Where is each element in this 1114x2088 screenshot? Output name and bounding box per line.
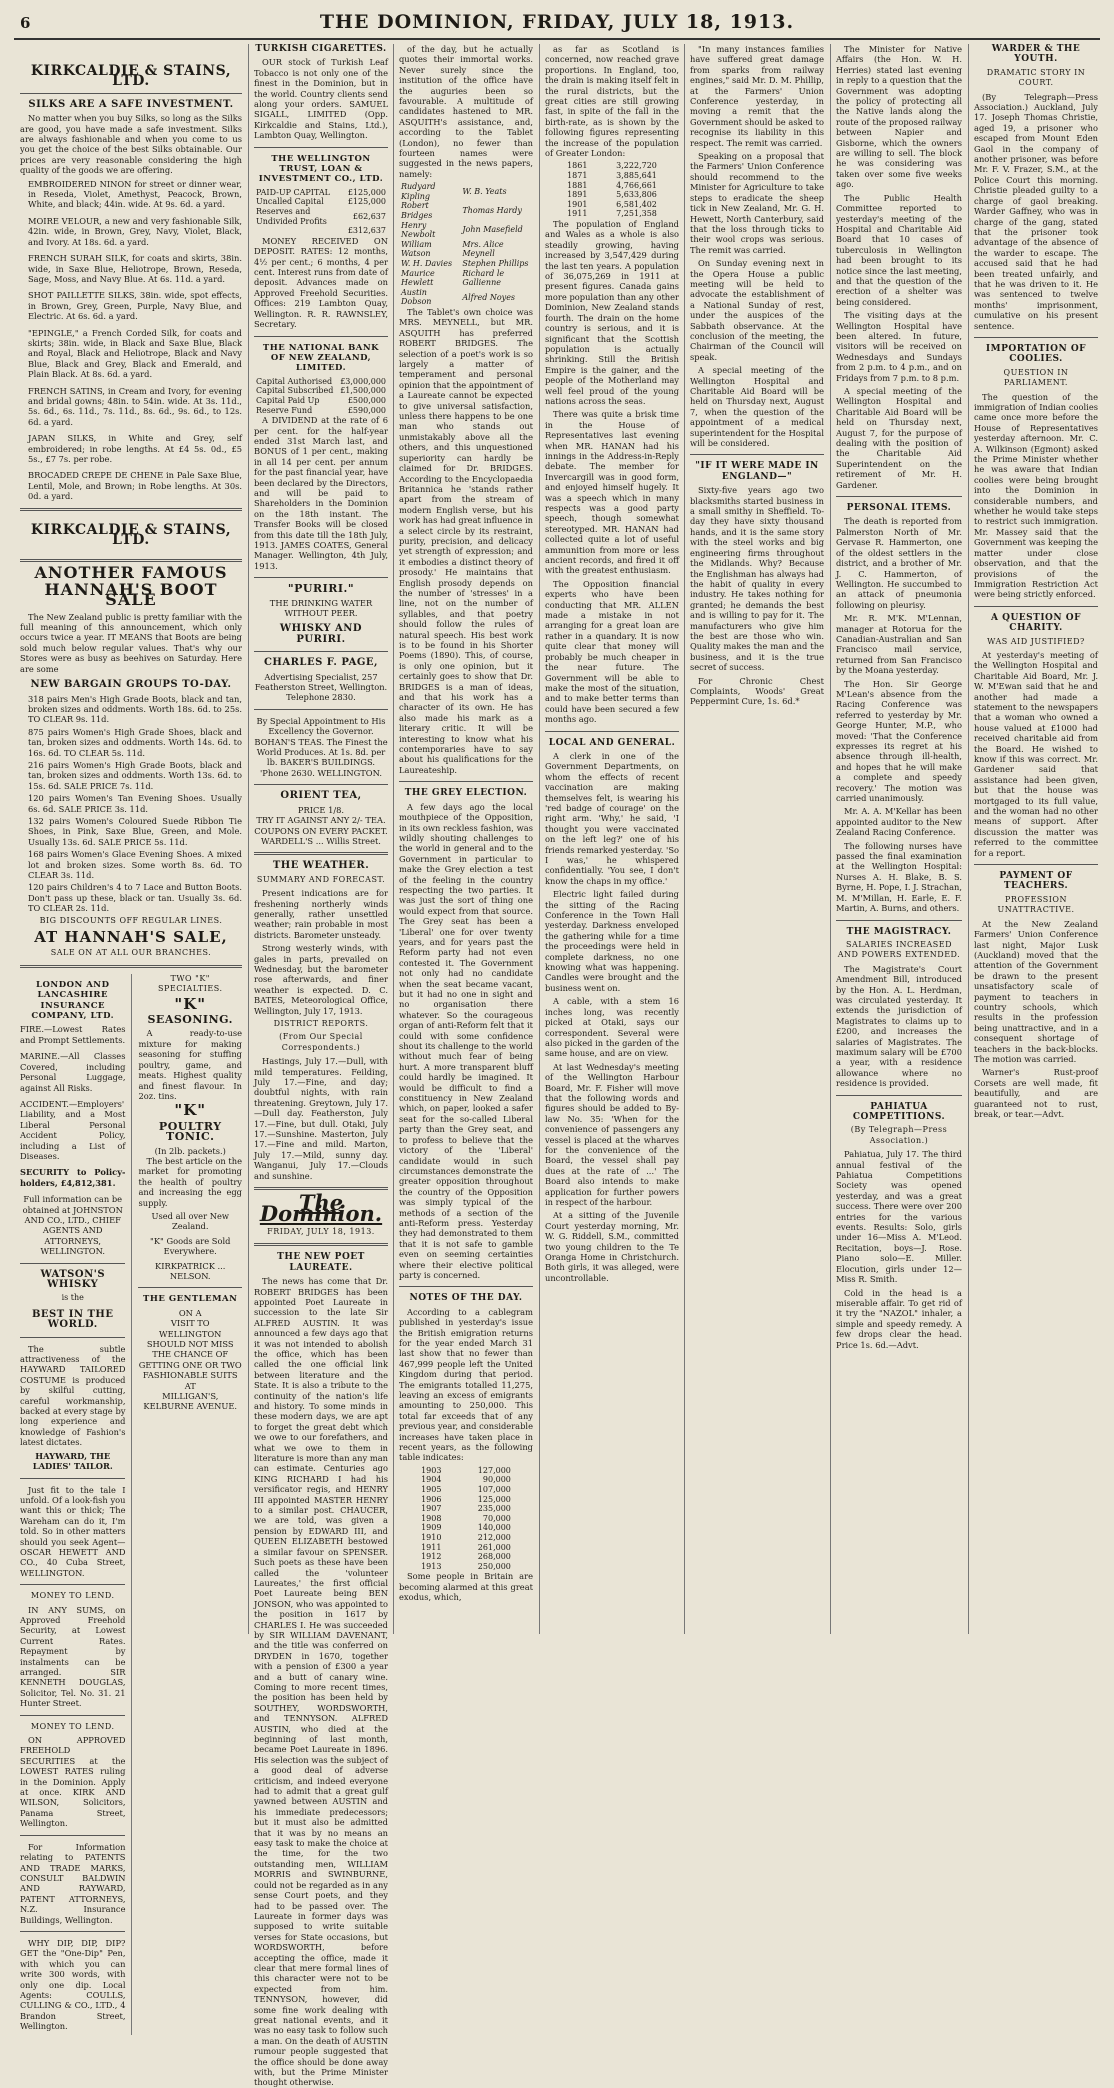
gentleman-ad: AT [184, 1380, 196, 1391]
insurance-line: Full information can be obtained at JOHNSTON AND CO., LTD., CHIEF AGENTS AND ATTORNEYS, WELLINGTON. [22, 1194, 123, 1257]
k-mark: "K" [174, 994, 207, 1013]
column-6 [836, 44, 962, 1632]
ad-divider [131, 974, 132, 2035]
table-row: 1911 7,251,358 [567, 209, 657, 219]
table-row: 1881 4,766,661 [567, 180, 657, 190]
hannah-boot-sale: HANNAH'S BOOT SALE [44, 579, 218, 610]
column-rule [248, 44, 249, 1634]
pahiatua-text: Pahiatua, July 17. The third annual festival of the Pahiatua Competitions Society was opened yesterday, and was a great success. There were over 200 entries for the various events. Results: Solo, girls under 16—Miss A. M'Leod. Recitation, boys—J. Rose. Piano solo—E. Miller. Elocution, girls under 12—Miss R. Smith. [836, 1149, 962, 1285]
orient-tea: COUPONS ON EVERY PACKET. [254, 825, 388, 836]
weather-heading: THE WEATHER. [272, 860, 370, 872]
notes-heading: NOTES OF THE DAY. [409, 1293, 523, 1304]
table-row: 1910 212,000 [421, 1533, 511, 1543]
silk-item: BROCADED CREPE DE CHENE in Pale Saxe Blue, Lentil, Mole, and Brown; in Robe lengths. At 30s. 0d. a yard. [28, 470, 242, 502]
local-text: At a sitting of the Juvenile Court yesterday morning, Mr. W. G. Riddell, S.M., committed two young children to the Te Oranga Home in Christchurch. Both girls, it was alleged, were uncontrollable. [545, 1210, 679, 1283]
table-row: Maurice Hewlett Richard le Gallienne [401, 268, 505, 288]
teachers-sub: PROFESSION UNATTRACTIVE. [997, 894, 1075, 915]
table-row: 1912 268,000 [421, 1552, 511, 1562]
column-rule [684, 44, 685, 1634]
k-seasoning-text: A ready-to-use mixture for making seasoning for stuffing poultry, game, and meats. Highest quality and finest flavour. In 2oz. tins. [138, 1028, 242, 1101]
teachers-text: At the New Zealand Farmers' Union Conference last night, Major Lusk (Auckland) moved that the attention of the Government be drawn to the present unsatisfactory scale of payment to teachers in country schools, which results in the profession being unattractive, and in a consequent shortage of teachers in the back-blocks. The motion was carried. [974, 918, 1098, 1064]
gentleman-ad: SHOULD NOT MISS THE CHANCE OF [146, 1339, 234, 1360]
gentleman-ad: MILLIGAN'S, [162, 1391, 219, 1402]
silk-item: MOIRE VELOUR, a new and very fashionable Silk, 42in. wide, in Brown, Grey, Navy, Violet, Black, and Ivory. At 18s. 6d. a yard. [28, 215, 242, 247]
warder-text: (By Telegraph—Press Association.) Auckland, July 17. Joseph Thomas Christie, aged 19, a prisoner who escaped from Mount Eden Gaol in the company of another prisoner, was before Mr. F. V. Frazer, S.M., at the Police Court this morning. Christie pleaded guilty to a charge of gaol breaking. Warder Gaffney, who was in charge of the gang, stated that the prisoner took advantage of the absence of the warder to escape. The accused said that he had been treated unfairly, and that he was driven to it. He was sentenced to twelve months' imprisonment, cumulative on his present sentence. [974, 91, 1098, 331]
money-ad: ON APPROVED FREEHOLD SECURITIES at the LOWEST RATES ruling in the Dominion. Apply at once. KIRK AND WILSON, Solicitors, Panama Street, Wellington. [20, 1735, 126, 1829]
page-advertiser: CHARLES F. PAGE, [263, 657, 379, 669]
gentleman-ad: THE GENTLEMAN [143, 1294, 238, 1305]
column-rule [393, 44, 394, 1634]
k-tonic-text: The best article on the market for promoting the health of poultry and increasing the egg supply. [138, 1155, 242, 1208]
bank-text: A DIVIDEND at the rate of 6 per cent. for the half-year ended 31st March last, and BONUS of 1 per cent., making in all 14 per cent. per annum for the past financial year, have been declared by the Directors, and will be paid to Shareholders in the Dominion on the 18th instant. The Transfer Books will be closed from this date till the 18th July, 1913. JAMES COATES, General Manager. Wellington, 4th July, 1913. [254, 415, 388, 571]
table-row: W. H. Davies Stephen Phillips [401, 259, 529, 269]
made-in-england-end: For Chronic Chest Complaints, Woods' Great Peppermint Cure, 1s. 6d.* [690, 675, 824, 707]
teachers-end: Warner's Rust-proof Corsets are well made, fit beautifully, and are guaranteed not to rust, break, or tear.—Advt. [974, 1067, 1098, 1119]
charity-text: At yesterday's meeting of the Wellington Hospital and Charitable Aid Board, Mr. J. W. M'Ewan said that he and another had made a statement to the newspapers that a woman who owned a house valued at £1000 had received charitable aid from the Board. He wished to know if this was correct. Mr. Gardener said that assistance had been given, but that the house was mortgaged to its full value, and the woman had no other means of support. After discussion the matter was referred to the committee for a report. [974, 649, 1098, 858]
at-hannahs-sale: AT HANNAH'S SALE, [34, 928, 228, 947]
another-famous: ANOTHER FAMOUS [34, 563, 228, 583]
silk-item: JAPAN SILKS, in White and Grey, self embroidered; in robe lengths. At £4 5s. 0d., £5 5s., £7 7s. per robe. [28, 433, 242, 464]
k-tonic-size: (In 2lb. packets.) [154, 1145, 226, 1156]
bargains-heading: NEW BARGAIN GROUPS TO-DAY. [30, 679, 232, 691]
local-cont: On Sunday evening next in the Opera House a public meeting will be held to advocate the establishment of a National Sunday of rest, under the auspices of the Sabbath observance. At the conclusion of the meeting, the Chairman of the Council will speak. [690, 258, 824, 362]
grey-heading: THE GREY ELECTION. [404, 788, 528, 799]
silk-item: "EPINGLE," a French Corded Silk, for coats and skirts; 38in. wide, in Black and Saxe Blue, Black and Royal, Black and Heliotrope, Black and Navy Blue, Black and Grey, Black and Emerald, and Plain Black. At 8s. 6d. a yard. [28, 327, 242, 380]
pahiatua-heading: PAHIATUA COMPETITIONS. [852, 1101, 946, 1122]
kirkcaldie-brand: KIRKCALDIE & STAINS, LTD. [30, 63, 232, 90]
local-cont: Speaking on a proposal that the Farmers' Union Conference should recommend to the Minister for Agriculture to take steps to eradicate the sheep tick in New Zealand, Mr. G. H. Hewett, North Canterbury, said that the loss through ticks to their wool crops was serious. The remit was carried. [690, 151, 824, 255]
hospital-text: The visiting days at the Wellington Hospital have been altered. In future, visitors will be received on Wednesdays and Sundays from 2 p.m. to 4 p.m., and on Fridays from 7 p.m. to 8 p.m. [836, 310, 962, 383]
warder-sub: DRAMATIC STORY IN COURT. [986, 67, 1086, 88]
lower-ads [20, 974, 242, 2035]
cigarettes-ad: OUR stock of Turkish Leaf Tobacco is not only one of the finest in the Dominion, but in the world. Country clients send along your orders. SAMUEL SIGALL, LIMITED (Opp. Kirkcaldie and Stains, Ltd.), Lambton Quay, Wellington. [254, 57, 388, 141]
orient-tea: TRY IT AGAINST ANY 2/- TEA. [256, 815, 386, 826]
made-in-england-text: Sixty-five years ago two blacksmiths started business in a small smithy in Sheffield. To-day they have sixty thousand hands, and it is the same story with the steel works and big engineering firms throughout the Midlands. Why? Because the Englishman has always had the habit of quality in every industry. He takes nothing for granted; he demands the best and is willing to pay for it. The manufacturers who give him the best are those who win. Quality makes the man and the business, and it is the true secret of success. [690, 485, 824, 673]
pahiatua-end: Cold in the head is a miserable affair. To get rid of it try the "NAZOL" inhaler, a simple and speedy remedy. A few drops clear the head. Price 1s. 6d.—Advt. [836, 1287, 962, 1350]
table-row: 1907 235,000 [421, 1504, 511, 1514]
table-row: 1903 127,000 [421, 1465, 511, 1475]
gentleman-ad: KELBURNE AVENUE. [143, 1401, 238, 1412]
notes-text: There was quite a brisk time in the House of Representatives last evening when MR. HANAN had his innings in the Address-in-Reply debate. The member for Invercargill was in good form, and enjoyed himself hugely. It was a speech which in many respects was a good party speech, though somewhat stereotyped. MR. HANAN had collected quite a lot of useful ammunition from more or less ancient records, and fired it off with the greatest enthusiasm. [545, 409, 679, 576]
page-number: 6 [20, 14, 31, 32]
table-row: Capital Paid Up £500,000 [256, 395, 386, 405]
district-text: Hastings, July 17.—Dull, with mild temperatures. Feilding, July 17.—Fine, and day; doubtful nights, with rain threatening. Greytown, July 17.—Dull day. Featherston, July 17.—Fine, but dull. Otaki, July 17.—Sunshine. Masterton, July 17.—Fine and mild. Marton, July 17.—Mild, sunny day. Wanganui, July 17.—Clouds and sunshine. [254, 1056, 388, 1181]
table-row: 1909 140,000 [421, 1523, 511, 1533]
dominion-flag: The Dominion. [259, 1190, 383, 1226]
personal-heading: PERSONAL ITEMS. [846, 503, 952, 514]
local-text: A clerk in one of the Government Departments, on whom the effects of recent vaccination are making themselves felt, is wearing his 'red badge of courage' on the right arm. 'Why,' he said, 'I thought you were vaccinated on the left leg?' one of his friends remarked yesterday. 'So I was,' he whispered confidentially. 'You see, I don't know the chaps in my office.' [545, 750, 679, 886]
table-row: Rudyard Kipling W. B. Yeats [401, 182, 507, 201]
column-7 [974, 44, 1098, 1632]
gentleman-ad: ON A [178, 1307, 202, 1318]
charity-sub: WAS AID JUSTIFIED? [987, 636, 1085, 646]
insurance-line: SECURITY to Policy-holders, £4,812,381. [20, 1167, 126, 1188]
poet-cont: of the day, but he actually quotes their immortal works. Never surely since the institution of the office have the auguries been so favourable. A multitude of candidates hastened to MR. ASQUITH's assistance, and, according to the Tablet (London), no fewer than fourteen names were suggested in the news papers, namely: [399, 44, 533, 179]
notes-cont: as far as Scotland is concerned, now reached grave proportions. In England, too, the drain is making itself felt in the rural districts, but the great cities are still growing fast, in spite of the fall in the birth-rate, as is shown by the following figures representing the increase of the population of Greater London: [545, 44, 679, 159]
discounts: BIG DISCOUNTS OFF REGULAR LINES. [39, 915, 223, 925]
table-row: 1871 3,885,641 [567, 171, 657, 181]
table-row: Reserve Fund £590,000 [256, 405, 386, 415]
table-row: Uncalled Capital £125,000 [256, 197, 386, 207]
whisky-ad: is the [61, 1293, 84, 1303]
magistracy-text: The Magistrate's Court Amendment Bill, introduced by the Hon. A. L. Herdman, was circulated yesterday. It extends the jurisdiction of Magistrates to claims up to £200, and increases the salaries of Magistrates. The maximum salary will be £700 a year, with a residence allowance where no residence is provided. [836, 963, 962, 1089]
bargain-item: 132 pairs Women's Coloured Suede Ribbon Tie Shoes, in Pink, Saxe Blue, Green, and Mole. Usually 13s. 6d. SALE PRICE 5s. 11d. [28, 815, 242, 847]
column-4 [545, 44, 679, 1632]
weather-text: Strong westerly winds, with gales in parts, prevailed on Wednesday, but the barometer rose afterwards, and finer weather is expected. D. C. BATES, Meteorological Office, Wellington, July 17, 1913. [254, 943, 388, 1016]
dateline: FRIDAY, JULY 18, 1913. [267, 1226, 375, 1236]
warder-heading: WARDER & THE YOUTH. [991, 44, 1081, 65]
table-row: Reserves and Undivided Profits £62,637 [256, 207, 386, 226]
gentleman-ad: GETTING ONE OR TWO [138, 1359, 242, 1370]
table-row: William Watson Mrs. Alice Meynell [401, 239, 504, 259]
k-used: Used all over New Zealand. [151, 1210, 229, 1232]
patents-ad: For Information relating to PATENTS AND TRADE MARKS, CONSULT BALDWIN AND RAYWARD, PATENT ATTORNEYS, N.Z. Insurance Buildings, Wellington. [20, 1841, 126, 1925]
table-row: 1861 3,222,720 [567, 161, 657, 171]
column-rule [830, 44, 831, 1634]
hospital-text: The Public Health Committee reported to yesterday's meeting of the Hospital and Charitable Aid Board that 10 cases of tuberculosis in Wellington had been brought to its notice since the last meeting, and that the question of the erection of a shelter was being considered. [836, 192, 962, 307]
lower-ads-left [20, 974, 125, 2035]
cigarettes-heading: TURKISH CIGARETTES. [255, 44, 387, 54]
district-sub: (From Our Special Correspondents.) [279, 1032, 363, 1052]
k-specialties: TWO "K" SPECIALTIES. [157, 973, 223, 994]
page-advertiser-text: Advertising Specialist, 257 Featherston Street, Wellington. Telephone 2830. [254, 671, 388, 703]
k-poultry-tonic: POULTRY TONIC. [158, 1119, 222, 1144]
k-maker: KIRKPATRICK ... NELSON. [155, 1260, 226, 1281]
table-row: 1901 6,581,402 [567, 199, 657, 209]
personal-text: The death is reported from Palmerston North of Mr. Gervase R. Hammerton, one of the oldest settlers in the district, and a brother of Mr. J. C. Hammerton, of Wellington. He succumbed to an attack of pneumonia following on pleurisy. [836, 516, 962, 610]
hannah-intro: The New Zealand public is pretty familiar with the full meaning of this announcement, which only occurs twice a year. IT MEANS that Boots are being sold much below regular values. That's why our Stores were as busy as beehives on Saturday. Here are some [20, 611, 242, 674]
table-row: Capital Authorised £3,000,000 [256, 376, 386, 386]
table-row: 1913 250,000 [421, 1561, 511, 1571]
personal-text: Mr. A. A. M'Kellar has been appointed auditor to the New Zealand Racing Conference. [836, 806, 962, 838]
money-heading: MONEY TO LEND. [30, 1591, 115, 1601]
column-2 [254, 44, 388, 2088]
table-row: 1908 70,000 [421, 1513, 511, 1523]
insurance-line: ACCIDENT.—Employers' Liability, and a Most Liberal Personal Accident Policy, including a List of Diseases. [20, 1098, 126, 1161]
whisky-ad: BEST IN THE WORLD. [31, 1308, 114, 1331]
notes-text: The Opposition financial experts who have been conducting that MR. ALLEN made a mistake in not arranging for a great loan are rather in a quandary. It is now quite clear that money will probably be much cheaper in the near future. The Government will be able to make the most of the situation, and to make better terms than could have been secured a few months ago. [545, 578, 679, 725]
table-row: Capital Subscribed £1,500,000 [256, 386, 386, 396]
bargain-item: 168 pairs Women's Glace Evening Shoes. A mixed lot and broken sizes. Some worth 8s. 6d. TO CLEAR 3s. 11d. [28, 849, 242, 880]
sale-branches: SALE ON AT ALL OUR BRANCHES. [50, 948, 212, 958]
personal-text: The following nurses have passed the final examination at the Wellington Hospital: Nurses A. H. Blake, B. S. Byrne, H. Pope, I. J. Strachan, M. M'Millan, H. Earle, E. F. Martin, A. Burns, and others. [836, 840, 962, 914]
masthead [14, 8, 1100, 40]
insurance-title: LONDON AND LANCASHIRE INSURANCE COMPANY, LTD. [31, 979, 115, 1022]
weather-text: Present indications are for freshening northerly winds generally, rather unsettled weather; rain probable in most districts. Barometer unsteady. [254, 888, 388, 940]
insurance-line: FIRE.—Lowest Rates and Prompt Settlements. [20, 1024, 126, 1045]
bargain-item: 216 pairs Women's High Grade Boots, black and tan, broken sizes and oddments. Worth 13s. 6d. to 15s. 6d. SALE PRICE 7s. 11d. [28, 759, 242, 791]
silk-item: FRENCH SATINS, in Cream and Ivory, for evening and bridal gowns; 48in. to 54in. wide. At 3s. 11d., 5s. 6d., 6s. 11d., 7s. 11d., 8s. 6d., 9s. 6d., to 12s. 6d. a yard. [28, 385, 242, 427]
native-affairs-text: The Minister for Native Affairs (the Hon. W. H. Herries) stated last evening in reply to a question that the Government was adopting the policy of protecting all the Native lands along the route of the proposed railway between Napier and Gisborne, which the owners are willing to sell. The block he was considering was taken over some five weeks ago. [836, 44, 962, 190]
whisky-puriri: WHISKY AND PURIRI. [279, 623, 363, 645]
table-row: Henry Newbolt John Masefield [401, 220, 523, 240]
trust-table [254, 188, 388, 236]
gentleman-ad: VISIT TO WELLINGTON [159, 1318, 222, 1339]
grey-text: A few days ago the local mouthpiece of the Opposition, in its own reckless fashion, was wildly shouting challenges to the world in general and to the Government in particular to make the Grey election a test of the feeling in the country respecting the two parties. It was just the sort of thing one would expect from that source. The Grey seat has been a 'Liberal' one for over twenty years, and for years past the Reform party had not even contested it. The Government not only had no candidate when the seat became vacant, but it had no one in sight and no organisation there whatever. So the courageous organ of anti-Reform felt that it could with some confidence shout its challenge to the world without much fear of being hurt. A more transparent bluff could hardly be imagined. It would be difficult to find a constituency in New Zealand which, on paper, looked a safer seat for the so-called Liberal party than the Grey seat, and to profess to believe that the victory of the 'Liberal' candidate would in such circumstances demonstrate the greater opposition throughout the country of the Opposition was simply typical of the methods of a section of the anti-Reform press. Yesterday they had demonstrated to them that it is not safe to gamble even on seeming certainties where their elective political party is concerned. [399, 801, 533, 1280]
poets-table [399, 182, 533, 307]
pahiatua-sub: (By Telegraph—Press Association.) [850, 1125, 948, 1145]
silk-item: SHOT PAILLETTE SILKS, 38in. wide, spot effects, in Brown, Grey, Green, Purple, Navy Blue, and Electric. At 6s. 6d. a yard. [28, 290, 242, 322]
notes-text: The population of England and Wales as a whole is also steadily growing, having increased by 3,547,429 during the last ten years. A population of 36,075,269 in 1911 at present figures. Canada gains more population than any other Dominion, New Zealand stands fourth. The drain on the home country is serious, and it is significant that the Scottish population is actually shrinking. Still the British Empire is the gainer, and the people of the Motherland may well feel proud of the young nations across the seas. [545, 219, 679, 406]
london-table [565, 161, 659, 219]
charity-heading: A QUESTION OF CHARITY. [990, 612, 1081, 634]
local-text: Electric light failed during the sitting of the Racing Conference in the Town Hall yesterday. Darkness enveloped the gathering while for a time the proceedings were held in complete darkness, no one knowing what was happening. Candles were brought and the business went on. [545, 889, 679, 993]
table-row: PAID-UP CAPITAL £125,000 [256, 187, 386, 197]
bank-heading: THE NATIONAL BANK OF NEW ZEALAND, LIMITED. [262, 342, 380, 374]
orient-tea: WARDELL'S ... Willis Street. [261, 835, 381, 846]
kirkcaldie-brand: KIRKCALDIE & STAINS, LTD. [30, 521, 232, 549]
orient-tea: PRICE 1/8. [297, 804, 345, 815]
column-rule [539, 44, 540, 1634]
made-in-england-heading: "IF IT WERE MADE IN ENGLAND—" [695, 461, 819, 482]
bargain-item: 120 pairs Children's 4 to 7 Lace and Button Boots. Don't pass up these, black or tan. Usually 3s. 6d. TO CLEAR 2s. 11d. [28, 882, 242, 914]
table-row: 1904 90,000 [421, 1475, 511, 1485]
silks-intro: No matter when you buy Silks, so long as the Silks are good, you have made a safe investment. Silks are always fashionable and when you come to us you get the choice of the best Silks obtainable. Our prices are very reasonable considering the high quality of the goods we are offering. [20, 113, 242, 176]
column-3 [399, 44, 533, 1632]
notes-text: According to a cablegram published in yesterday's issue the British emigration returns for the year ended March 31 last show that no fewer than 467,999 people left the United Kingdom during that period. The emigrants totalled 11,275, leaving an excess of emigrants amounting to 250,000. This total far exceeds that of any previous year, and considerable increases have taken place in recent years, as the following table indicates: [399, 1306, 533, 1463]
poet-text: The news has come that Dr. ROBERT BRIDGES has been appointed Poet Laureate in succession to the late Sir ALFRED AUSTIN. It was announced a few days ago that it was not intended to abolish the office, which has been called the one official link between literature and the State. It is also a tribute to the continuity of the nation's life and history. To some minds in these modern days, we are apt to forget the great debt which we owe to our forefathers, and what we owe to them in literature is more than any man can estimate. Centuries ago KING RICHARD I had his versificator regis, and HENRY III appointed MASTER HENRY to a similar post. CHAUCER, we are told, was given a pension by EDWARD III, and QUEEN ELIZABETH bestowed a similar favour on SPENSER. Such poets as these have been called the 'volunteer Laureates,' the first official Poet Laureate being BEN JONSON, who was appointed to the position in 1617 by CHARLES I. He was succeeded by SIR WILLIAM DAVENANT, and the title was conferred on DRYDEN in 1670, together with a pension of £300 a year and a butt of canary wine. Coming to more recent times, the position has been held by SOUTHEY, WORDSWORTH, and TENNYSON. ALFRED AUSTIN, who died at the beginning of last month, became Poet Laureate in 1896. His selection was the subject of a good deal of adverse criticism, and indeed everyone had to admit that a great gulf yawned between AUSTIN and his immediate predecessors; but it must also be admitted that it was by no means an easy task to make the choice at the time, for the two outstanding men, WILLIAM MORRIS and SWINBURNE, could not be regarded as in any sense Court poets, and they had to be passed over. The Laureate in former days was supposed to write suitable verses for State occasions, but WORDSWORTH, before accepting the office, made it clear that mere formal lines of this character were not to be expected from him. TENNYSON, however, did some fine work dealing with great national events, and it was no easy task to follow such a man. On the death of AUSTIN rumour people suggested that the office should be done away with, but the Prime Minister thought otherwise. [254, 1276, 388, 2088]
puriri-heading: "PURIRI." [287, 582, 355, 596]
personal-text: Mr. R. M'K. M'Lennan, manager at Rotorua for the Canadian-Australian and San Francisco mail service, returned from San Francisco by the Moana yesterday. [836, 613, 962, 676]
bargain-item: 875 pairs Women's High Grade Shoes, black and tan, broken sizes and oddments. Worth 14s. 6d. to 16s. 6d. TO CLEAR 5s. 11d. [28, 726, 242, 758]
table-row: Robert Bridges Thomas Hardy [401, 201, 522, 221]
poet-cont: The Tablet's own choice was MRS. MEYNELL, but MR. ASQUITH has preferred ROBERT BRIDGES. The selection of a poet's work is so largely a matter of temperament and personal opinion that the appointment of a Laureate cannot be expected to give universal satisfaction, unless there happens to be one man who stands out unmistakably above all the others, and this unquestioned superiority can hardly be claimed for Dr. BRIDGES. According to the Encyclopaedia Britannica he 'stands rather apart from the stream of modern English verse, but his work has had great influence in a select circle by its restraint, purity, precision, and delicacy yet strength of expression; and it embodies a distinct theory of prosody.' He maintains that English prosody depends on the number of 'stresses' in a line, not on the number of syllables, and that poetry should follow the rules of natural speech. His best work is to be found in his Shorter Poems (1890). This, of course, is only one opinion, but it certainly goes to show that Dr. BRIDGES is a man of ideas, and that his work has a character of its own. He has also made his mark as a literary critic. It will be interesting to know what his contemporaries have to say about his qualifications for the Laureateship. [399, 307, 533, 775]
poet-heading: THE NEW POET LAUREATE. [277, 1252, 365, 1273]
column-1 [20, 44, 242, 2032]
local-cont: A special meeting of the Wellington Hospital and Charitable Aid Board will be held on Thursday next, August 7, when the question of the appointment of a medical superintendent for the Hospital will be considered. [690, 365, 824, 449]
local-text: At last Wednesday's meeting of the Wellington Harbour Board, Mr. F. Fisher will move that the following words and figures should be added to By-law No. 35: 'When for the convenience of passengers any vessel is placed at the wharves for the convenience of the Board, the vessel shall pay dues at the rate of ...' The Board also intends to make application for further powers in respect of the harbour. [545, 1061, 679, 1207]
table-row: Austin Dobson Alfred Noyes [401, 287, 516, 307]
k-mark: "K" [174, 1101, 207, 1120]
page-title: THE DOMINION, FRIDAY, JULY 18, 1913. [319, 11, 795, 33]
whydip-ad: WHY DIP, DIP, DIP? GET the "One-Dip" Pen, with which you can write 300 words, with only one dip. Local Agents: COULLS, CULLING & CO., LTD., 4 Brandon Street, Wellington. [20, 1937, 126, 2032]
money-heading: MONEY TO LEND. [30, 1721, 115, 1731]
table-row: 1911 261,000 [421, 1542, 511, 1552]
district-heading: DISTRICT REPORTS. [273, 1019, 369, 1028]
magistracy-heading: THE MAGISTRACY. [846, 926, 952, 937]
lower-ads-right [138, 974, 242, 2035]
money-ad: IN ANY SUMS, on Approved Freehold Security, at Lowest Current Rates. Repayment by instalments can be arranged. SIR KENNETH DOUGLAS, Solicitor, Tel. No. 31. 21 Hunter Street. [20, 1604, 126, 1709]
insurance-line: MARINE.—All Classes Covered, including Personal Luggage, against All Risks. [20, 1051, 126, 1093]
local-heading: LOCAL AND GENERAL. [548, 737, 676, 748]
personal-text: The Hon. Sir George M'Lean's absence from the Racing Conference was referred to yesterday by Mr. George Hunter, M.P., who moved: 'That the Conference expresses its regret at his absence through ill-health, and hopes that he will make a complete and speedy recovery.' The motion was carried unanimously. [836, 678, 962, 804]
silk-item: FRENCH SURAH SILK, for coats and skirts, 38in. wide, in Saxe Blue, Heliotrope, Brown, Reseda, Sage, Moss, and Navy Blue. At 6s. 11d. a yard. [28, 253, 242, 284]
coolies-sub: QUESTION IN PARLIAMENT. [1003, 367, 1069, 388]
trust-heading: THE WELLINGTON TRUST, LOAN & INVESTMENT CO., LTD. [258, 153, 384, 185]
notes-end: Some people in Britain are becoming alarmed at this great exodus, which, [399, 1571, 533, 1603]
local-text: A cable, with a stem 16 inches long, was recently picked at Otaki, says our correspondent. Several were also picked in the garden of the same house, and are on view. [545, 996, 679, 1059]
coolies-text: The question of the immigration of Indian coolies came once more before the House of Representatives yesterday afternoon. Mr. C. A. Wilkinson (Egmont) asked the Prime Minister whether he was aware that Indian coolies were being brought into the Dominion in considerable numbers, and whether he would take steps to restrict such immigration. Mr. Massey said that the Government was keeping the matter under close observation, and that the provisions of the Immigration Restriction Act were being strictly enforced. [974, 391, 1098, 600]
coolies-heading: IMPORTATION OF COOLIES. [985, 343, 1087, 365]
gentleman-ad: FASHIONABLE SUITS [142, 1370, 238, 1381]
hayward-ad: HAYWARD, THE LADIES' TAILOR. [32, 1450, 113, 1472]
trust-text: MONEY RECEIVED ON DEPOSIT. RATES: 12 months, 4½ per cent.; 6 months, 4 per cent. Interest runs from date of deposit. Advances made on Approved Freehold Securities. Offices: 219 Lambton Quay, Wellington. R. R. RAWNSLEY, Secretary. [254, 235, 388, 330]
local-cont: "In many instances families have suffered great damage from sparks from railway engines," said Mr. D. M. Phillip, at the Farmers' Union Conference yesterday, in moving a remit that the Government should be asked to recognise its liability in this respect. The remit was carried. [690, 44, 824, 148]
hayward-ad: The subtle attractiveness of the HAYWARD TAILORED COSTUME is produced by skilful cutting, careful workmanship, backed at every stage by long experience and knowledge of Fashion's latest dictates. [20, 1343, 126, 1448]
orient-tea: ORIENT TEA, [280, 790, 362, 802]
table-row: 1905 107,000 [421, 1485, 511, 1495]
hospital-text: A special meeting of the Wellington Hospital and Charitable Aid Board will be held on Thursday next, August 7, for the purpose of dealing with the position of the Charitable Aid Superintendent on the retirement of Mr. H. Gardener. [836, 386, 962, 490]
teachers-heading: PAYMENT OF TEACHERS. [999, 871, 1073, 892]
umbrella-ad: Just fit to the tale I unfold. Of a look-fish you want this or thick; The Wareham can do it, I'm told. So in other matters should you seek Agent—OSCAR HEWETT AND CO., 40 Cuba Street, WELLINGTON. [20, 1484, 126, 1578]
bank-table [254, 377, 388, 415]
column-rule [968, 44, 969, 1634]
emigration-table [419, 1466, 513, 1572]
weather-sub: SUMMARY AND FORECAST. [256, 874, 386, 884]
bargain-item: 120 pairs Women's Tan Evening Shoes. Usually 6s. 6d. SALE PRICE 3s. 11d. [28, 793, 242, 814]
puriri-sub: THE DRINKING WATER WITHOUT PEER. [269, 597, 373, 618]
table-row: 1906 125,000 [421, 1494, 511, 1504]
bargain-item: 318 pairs Men's High Grade Boots, black and tan, broken sizes and oddments. Worth 18s. 6d. to 25s. TO CLEAR 9s. 11d. [28, 693, 242, 725]
whisky-ad: WATSON'S WHISKY [40, 1268, 106, 1290]
bohans-teas-ad: By Special Appointment to His Excellency the Governor. BOHAN'S TEAS. The Finest the World Produces. At 1s. 8d. per lb. BAKER'S BUILDINGS. 'Phone 2630. WELLINGTON. [254, 715, 388, 778]
magistracy-sub: SALARIES INCREASED AND POWERS EXTENDED. [837, 939, 961, 960]
table-row: £312,637 [347, 226, 386, 236]
table-row: 1891 5,633,806 [567, 190, 657, 200]
k-seasoning: SEASONING. [147, 1013, 233, 1027]
column-5 [690, 44, 824, 1632]
silks-heading: SILKS ARE A SAFE INVESTMENT. [28, 98, 234, 110]
silk-item: EMBROIDERED NINON for street or dinner wear, in Reseda, Violet, Amethyst, Peacock, Brown, White, and black; 44in. wide. At 9s. 6d. a yard. [28, 178, 242, 210]
k-sold: "K" Goods are Sold Everywhere. [150, 1235, 231, 1257]
